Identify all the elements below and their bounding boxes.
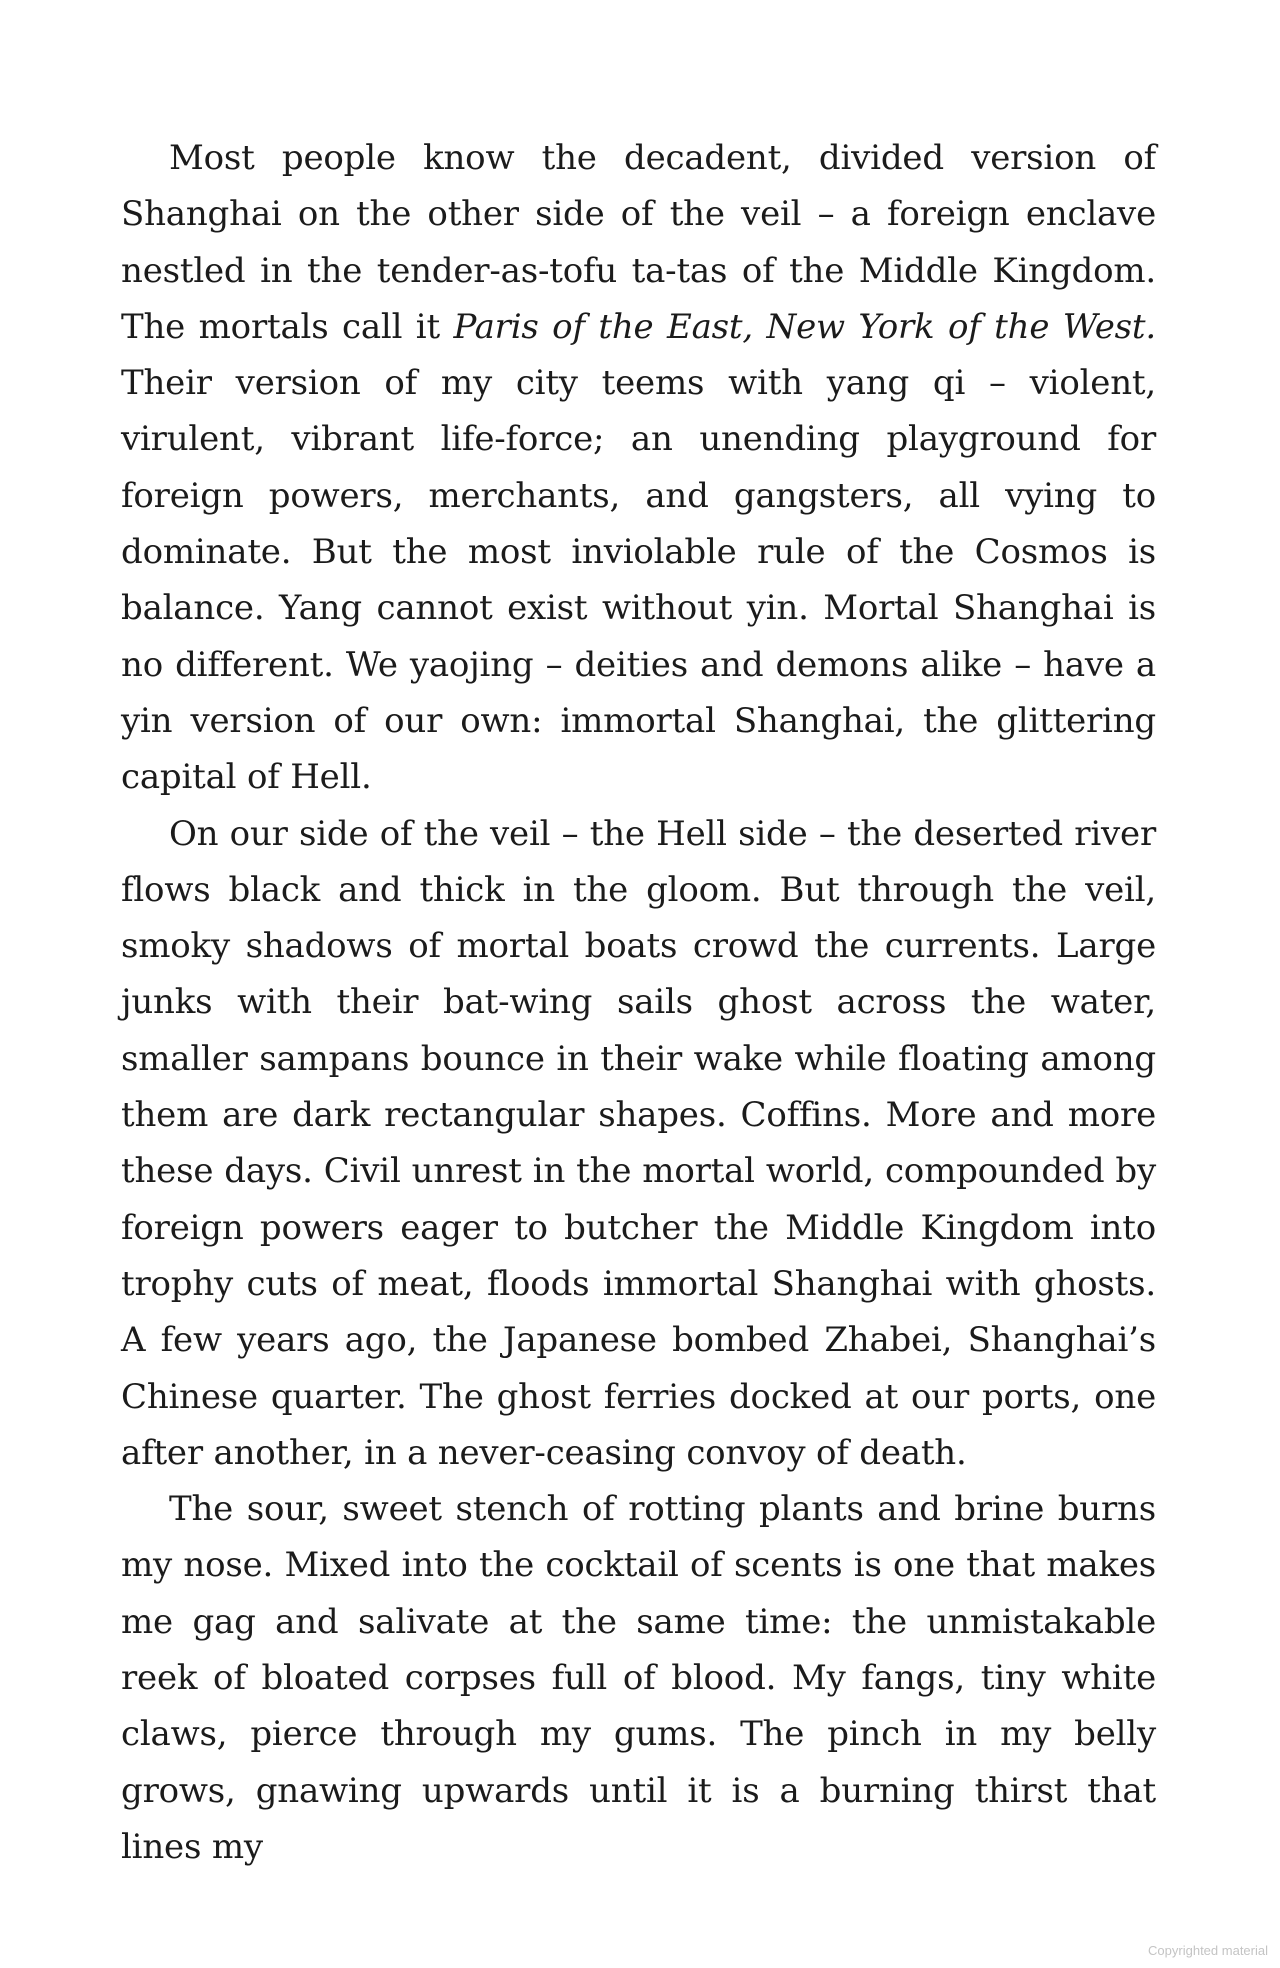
paragraph-1	[121, 130, 1156, 806]
italic-phrase: Paris of the East, New York of the West.	[453, 306, 1156, 347]
paragraph-2: On our side of the veil – the Hell side – the deserted river flows black and thick in the gloom. But through the veil, smoky shadows of mortal boats crowd the currents. Large junks with their bat-wing sails ghost across the water, smaller sampans bounce in their wake while floating among them are dark rectangular shapes. Coffins. More and more these days. Civil unrest in the mortal world, compounded by foreign powers eager to butcher the Middle Kingdom into trophy cuts of meat, floods immortal Shanghai with ghosts. A few years ago, the Japanese bombed Zhabei, Shanghai’s Chinese quarter. The ghost ferries docked at our ports, one after another, in a never-ceasing convoy of death.	[121, 813, 1156, 1473]
paragraph-3: The sour, sweet stench of rotting plants and brine burns my nose. Mixed into the cocktail of scents is one that makes me gag and salivate at the same time: the unmistakable reek of bloated corpses full of blood. My fangs, tiny white claws, pierce through my gums. The pinch in my belly grows, gnawing upwards until it is a burning thirst that lines my	[121, 1489, 1156, 1867]
paragraph-1-text-end: Their version of my city teems with yang qi – violent, virulent, vibrant life-force; an unending playground for foreign powers, merchants, and gangsters, all vying to dominate. But the most inviolable rule of the Cosmos is balance. Yang cannot exist without yin. Mortal Shanghai is no different. We yaojing – deities and demons alike – have a yin version of our own: immortal Shanghai, the glittering capital of Hell.	[121, 363, 1156, 798]
copyright-watermark: Copyrighted material	[1148, 1943, 1268, 1958]
paragraph-1-text-start: Most people know the decadent, divided version of Shanghai on the other side of the veil – a foreign enclave nestled in the tender-as-tofu ta-tas of the Middle Kingdom. The mortals call it	[121, 138, 1156, 347]
